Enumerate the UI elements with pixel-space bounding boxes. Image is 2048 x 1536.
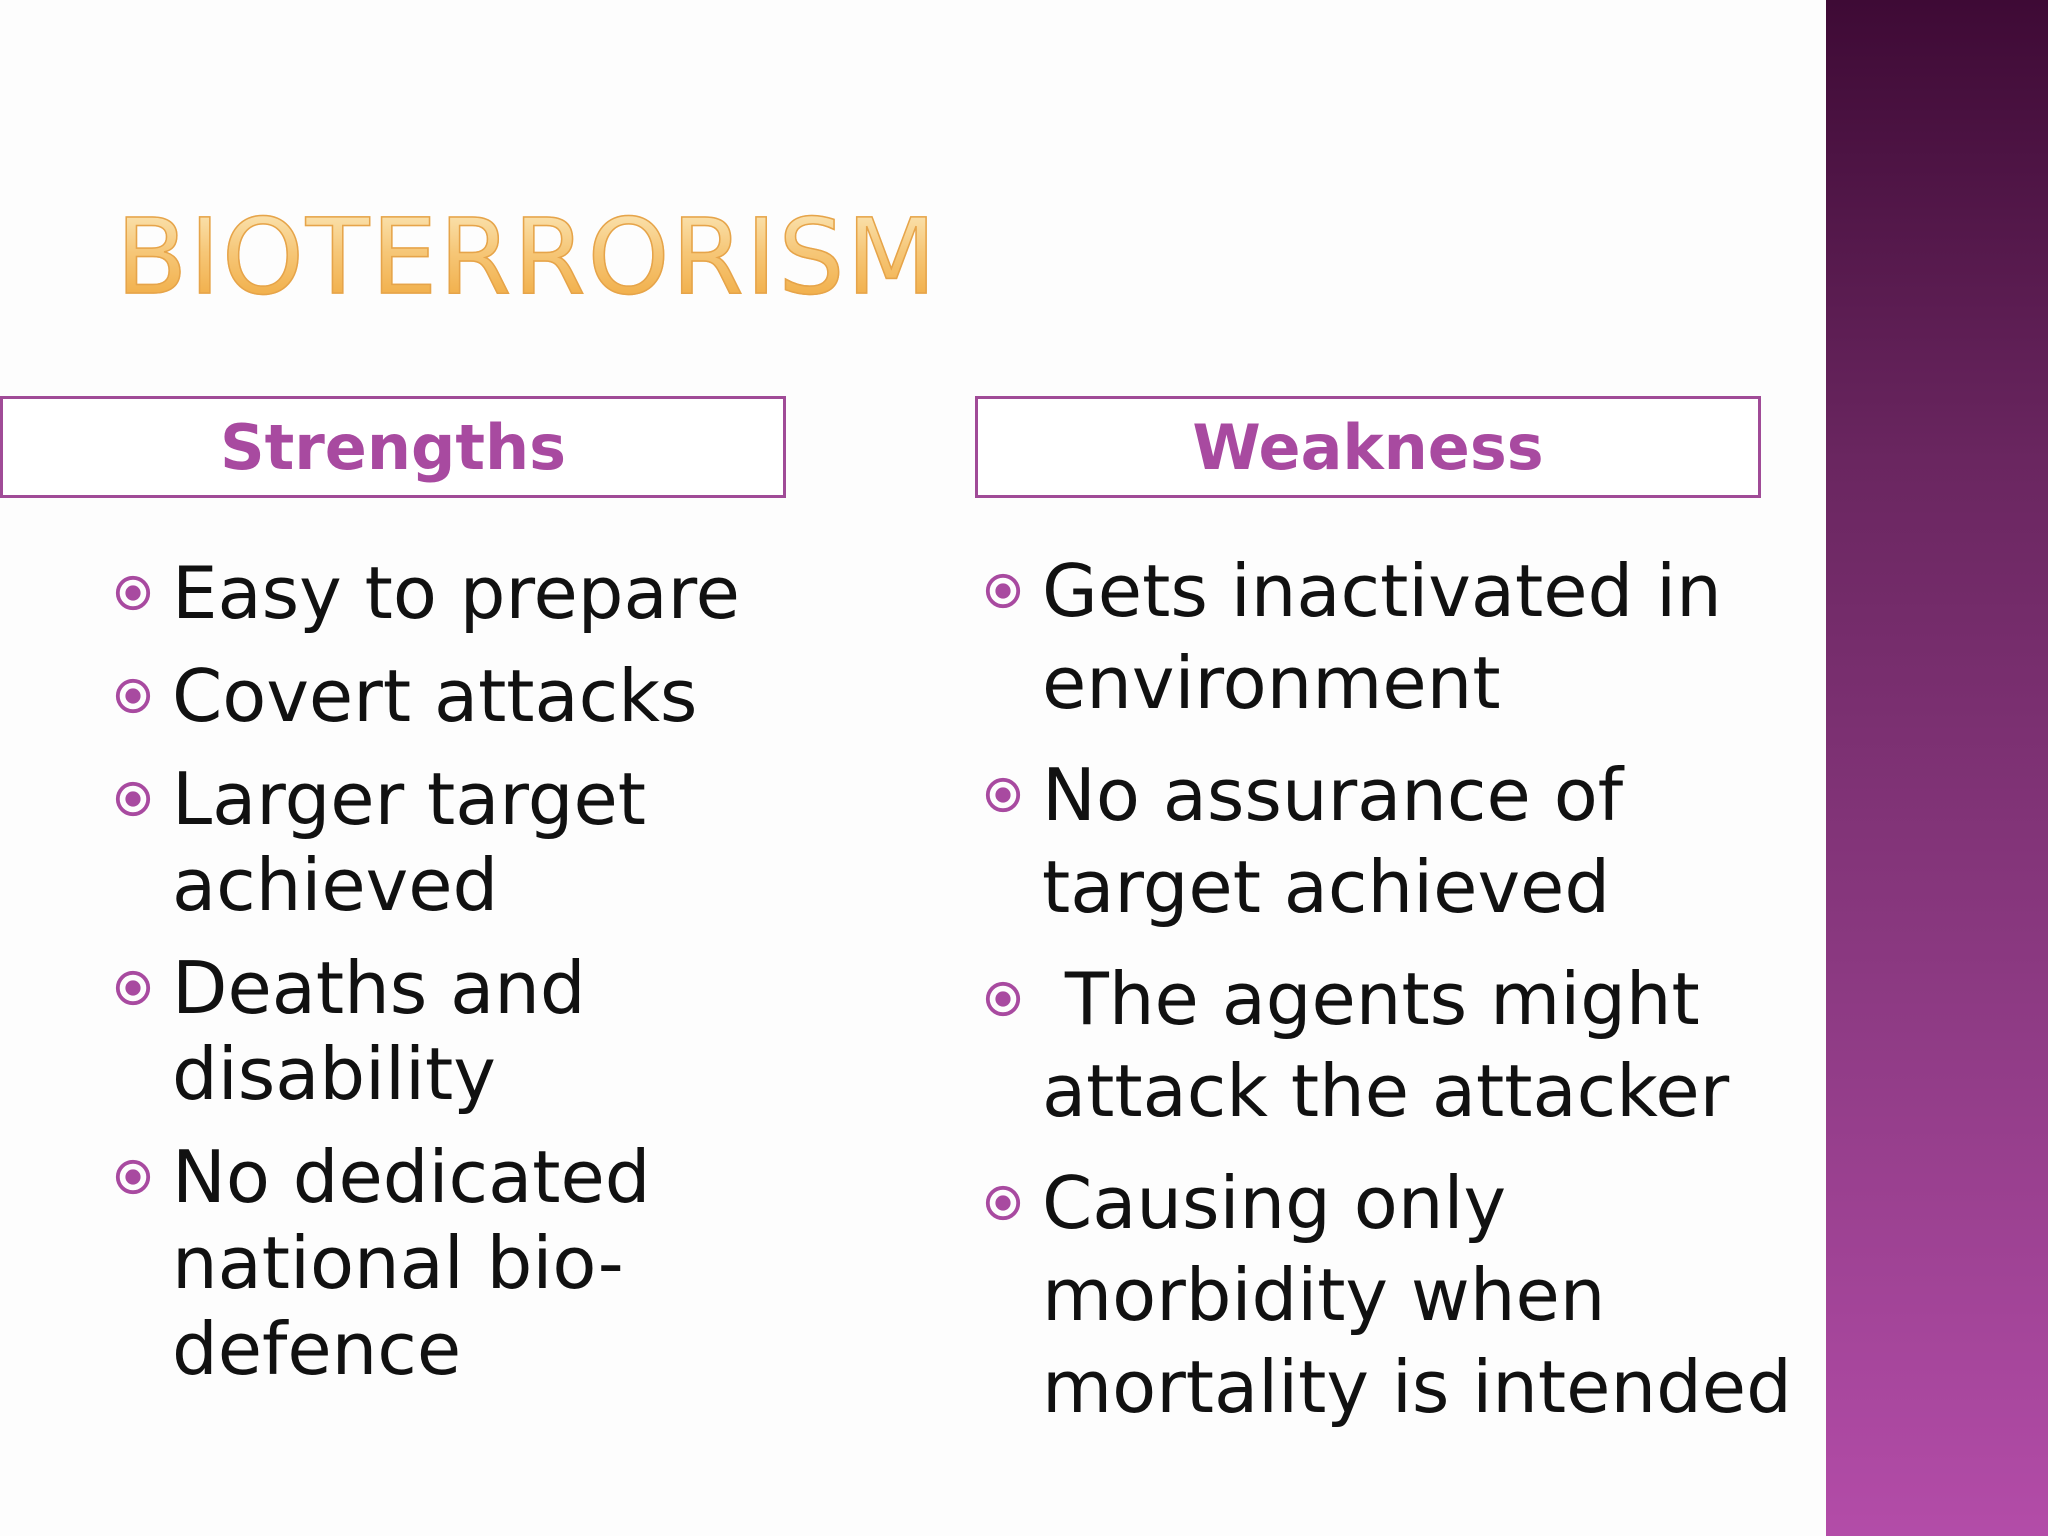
- decorative-side-band: [1826, 0, 2048, 1536]
- list-item-text: Causing only morbidity when mortality is intended: [1042, 1161, 1792, 1429]
- list-item-text: The agents might attack the attacker: [1042, 957, 1730, 1133]
- weakness-list: [984, 545, 1834, 1453]
- list-item-text: Easy to prepare: [172, 551, 740, 635]
- list-item-text: No assurance of target achieved: [1042, 753, 1624, 929]
- slide-title: BIOTERRORISM: [116, 196, 939, 318]
- list-item: [984, 545, 1834, 729]
- circled-dot-bullet-icon: [114, 780, 152, 818]
- list-item: [984, 953, 1834, 1137]
- list-item-text: Covert attacks: [172, 654, 698, 738]
- circled-dot-bullet-icon: [114, 574, 152, 612]
- circled-dot-bullet-icon: [984, 776, 1022, 814]
- list-item-text: Gets inactivated in environment: [1042, 549, 1722, 725]
- list-item: [984, 1157, 1834, 1433]
- weakness-header: Weakness: [1192, 410, 1544, 484]
- list-item: [984, 749, 1834, 933]
- circled-dot-bullet-icon: [984, 572, 1022, 610]
- circled-dot-bullet-icon: [114, 1158, 152, 1196]
- list-item: [114, 653, 814, 739]
- circled-dot-bullet-icon: [984, 1184, 1022, 1222]
- list-item: [114, 756, 814, 928]
- list-item-text: Larger target achieved: [172, 757, 646, 927]
- list-item: [114, 550, 814, 636]
- circled-dot-bullet-icon: [114, 969, 152, 1007]
- circled-dot-bullet-icon: [114, 677, 152, 715]
- list-item-text: No dedicated national bio-defence: [172, 1135, 651, 1391]
- strengths-list: [114, 550, 814, 1409]
- weakness-header-box: [975, 396, 1761, 498]
- strengths-header-box: [0, 396, 786, 498]
- strengths-header: Strengths: [219, 410, 567, 484]
- list-item: [114, 945, 814, 1117]
- list-item-text: Deaths and disability: [172, 946, 586, 1116]
- circled-dot-bullet-icon: [984, 980, 1022, 1018]
- list-item: [114, 1134, 814, 1392]
